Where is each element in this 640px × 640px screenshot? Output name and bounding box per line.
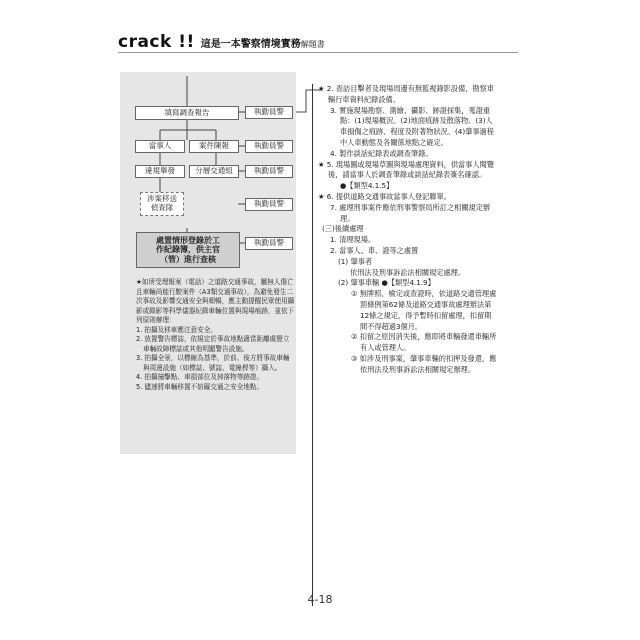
duty-officer-2: 執勤員警 — [245, 140, 293, 153]
procedure-item: ★ 2. 查訪目擊者及現場周邊有無監視錄影設備，勘察車輛行車資料紀錄設備。 — [318, 84, 494, 104]
page-number: 4-18 — [307, 593, 333, 606]
header-rule — [118, 52, 518, 53]
traffic-unit-box: 分層交通組 — [189, 165, 239, 178]
procedure-item: 3. 實施現場勘察、測繪、攝影、跡證採集，蒐證重點：(1)現場概況、(2)地面痕跡及散落物、(3)人車損傷之痕跡、程度及附著物狀況、(4)肇事過程中人車動態及各關係地點之確定。 — [330, 105, 494, 147]
note-item: 3. 拍攝全景，以標線為基準，於前、後方將事故車輛與周邊設施（如標誌、號誌、電線桿等）攝入。 — [136, 354, 290, 372]
book-title-suffix: 解題書 — [300, 40, 325, 49]
procedure-item: ★ 5. 現場圖或現場草圖與現場處理資料，供當事人閱覽後，請當事人於調查筆錄或談話紀錄表簽名確認。 — [318, 159, 494, 180]
note-intro: ★如所受理報案（電話）之道路交通事故，屬無人傷亡且車輛尚能行駛案件（A3類交通事故），為避免發生二次事故及影響交通安全與順暢，應主動提醒民眾使用攝影或錄影等科學儀器紀錄車輛位置與現場痕跡，並依下列原則辦理： — [136, 278, 295, 325]
sub-sub-item: ② 扣留之原因消失後，應即將車輛發還車輛所有人或管理人。 — [351, 332, 497, 353]
brand-logo: crack !! — [118, 32, 195, 52]
duty-officer-1: 執勤員警 — [245, 106, 293, 119]
duty-officer-3: 執勤員警 — [245, 165, 293, 178]
sub-sub-item: ③ 如涉及刑事案，肇事車輛的扣押及發還，應依刑法及刑事訴訟法相關規定辦理。 — [351, 353, 497, 374]
book-title-main: 這是一本警察情境實務 — [200, 39, 301, 50]
note-item: 2. 放置警告標誌，依規定於事故地點適當距離處豎立車輛故障標誌或其他明顯警告設施。 — [136, 335, 290, 353]
duty-officer-4: 執勤員警 — [245, 198, 293, 211]
case-report-box: 案件陳報 — [189, 140, 239, 153]
violation-box: 違規舉發 — [135, 165, 185, 178]
party-box: 當事人 — [135, 140, 185, 153]
transfer-box: 涉案移送 偵查隊 — [140, 192, 184, 216]
section-heading: (三)後續處理 — [322, 224, 364, 234]
page-header — [118, 32, 325, 52]
note-item: 1. 拍攝及移車應注意安全。 — [136, 325, 217, 334]
note-item: 5. 儘速將車輛移置不妨礙交通之安全地點。 — [136, 383, 264, 392]
procedure-item: 1. 清理現場。 — [330, 235, 376, 245]
note-item: 4. 拍攝撞擊點、車損部位及掉落物等跡證。 — [136, 373, 264, 382]
procedure-item: 4. 製作談話紀錄表或調查筆錄。 — [330, 148, 433, 158]
procedure-text — [318, 84, 498, 376]
a3-accident-note — [136, 278, 296, 393]
report-box: 填寫調查報告 — [135, 106, 239, 120]
procedure-item: 2. 當事人、車、證等之處置 — [330, 245, 419, 255]
record-box: 處置情形登錄於工 作紀錄簿，供主官 （管）進行查核 — [136, 232, 240, 268]
sub-item: (2) 肇事車輛 ●【類型4.1.9】 — [338, 278, 435, 288]
duty-officer-5: 執勤員警 — [245, 237, 293, 250]
sub-sub-item: ① 無牌照、檢定或查證時，依道路交通管理處罰條例第62條及道路交通事故處理辦法第12條之規定，得予暫時扣留處理，扣留期間不得超過3個月。 — [351, 289, 497, 331]
right-column-rule — [312, 84, 313, 606]
book-title — [201, 35, 325, 50]
sub-item-text: 依刑法及刑事訴訟法相關規定處理。 — [350, 267, 466, 277]
procedure-item: 7. 處理刑事案件應依刑事警察局所訂之相關規定辦理。 — [330, 202, 491, 223]
procedure-item: ★ 6. 提供道路交通事故當事人登記聯單。 — [318, 191, 451, 201]
type-tag: ●【類型4.1.5】 — [340, 181, 394, 191]
sub-item: (1) 肇事者 — [338, 256, 373, 266]
